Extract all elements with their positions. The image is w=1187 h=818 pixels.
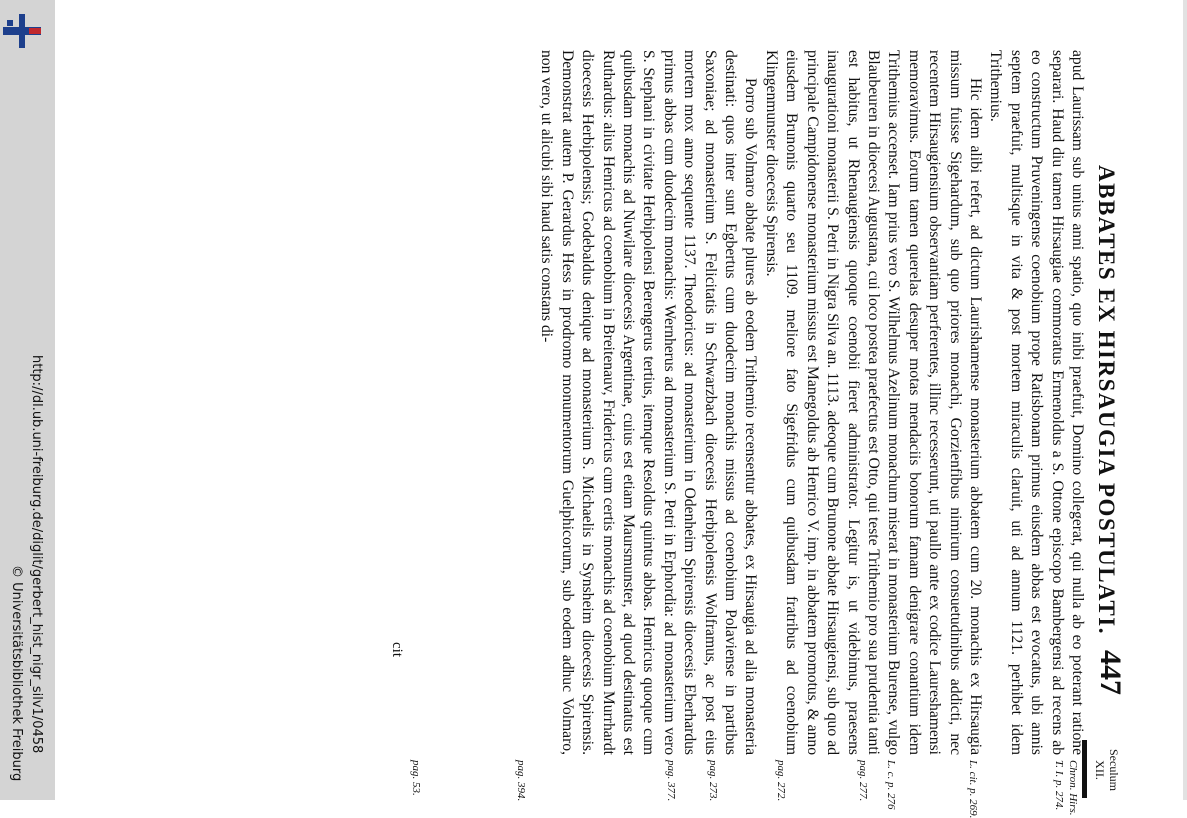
document-url[interactable]: http://dl.ub.uni-freiburg.de/diglit/gerbert_hist_nigr_silv1/0458 <box>29 355 44 754</box>
paragraph-2: Hic idem alibi refert, ad dictum Laurishamense monasterium abbatem cum 20. monachis ex Hirsaugia missum fuisse Sigehardum, sub quo priores monachi, Gorzienfibus nimirum consuetudinibus addicti, nec recentem Hirsaugiensium observantiam perferentes, illinc recesserunt, uti paullo ante ex codice Laureshamensi memoravimus. Eorum tamen querelas desuper motas mendaciis bonorum famam denigrare conantium idem Trithemius accenset. Iam prius vero S. Wilhelmus Azelinum monachum miserat in monasterium Burense, vulgo Blaubeuren in dioecesi Augustana, cui loco postea praefectus est Otto, qui teste Trithemio pro sua prudentia tanti est habitus, ut Rhenaugiensis quoque coenobii fieret administrator. Legitur is, ut videbimus, praesens inaugurationi monasterii S. Petri in Nigra Silva an. 1113. adeoque cum Brunone abbate Hirsaugiensi, sub quo ad principale Campidonense monasterium missus est Manegoldus ab Henrico V. imp. in abbatem promotus, & anno eiusdem Brunonis quarto seu 1109. meliore fato Sigefridus cum quibusdam fratribus ad coenobium Klingenmunster dioecesis Spirensis. <box>762 50 984 755</box>
century-label: Seculum <box>1107 749 1121 791</box>
margin-note: Chron. Hirs. <box>1067 760 1079 816</box>
margin-note: pag. 277. <box>857 760 869 802</box>
margin-note: T. I. p. 274. <box>1053 760 1065 811</box>
margin-note: pag. 394. <box>515 760 527 802</box>
margin-note: pag. 272. <box>775 760 787 802</box>
margin-note: pag. 53. <box>410 760 422 796</box>
copyright-notice: © Universitätsbibliothek Freiburg <box>9 565 24 782</box>
body-text <box>536 50 1087 755</box>
scanned-page <box>127 0 1187 818</box>
running-head: ABBATES EX HIRSAUGIA POSTULATI. <box>1094 165 1119 635</box>
library-logo-icon <box>3 14 49 48</box>
viewer-sidebar <box>0 0 55 800</box>
margin-note: L. c. p. 276 <box>885 760 897 810</box>
paragraph-1: apud Laurissam sub unius anni spatio, quo inibi praefuit, Domino collegerat, qui nulla ab eo poterant ratione separari. Haud diu tamen Hirsaugiae commoratus Ermenoldus a S. Ottone episcopo Bambergensi ad recens ab eo constructum Pruveningense coenobium prope Ratisbonam primus eiusdem abbas est evocatus, ubi annis septem praefuit, multisque in vita & post mortem miraculis claruit, uti ad annum 1121. perhibet idem Trithemius. <box>987 50 1086 755</box>
margin-note: pag. 273. <box>707 760 719 802</box>
century-marker <box>1082 740 1121 800</box>
margin-note: pag. 377. <box>665 760 677 802</box>
page-number: 447 <box>1094 650 1127 695</box>
margin-note: L. cit. p. 269. <box>967 760 979 818</box>
century-number: XII. <box>1093 760 1107 780</box>
paragraph-3: Porro sub Volmaro abbate plures ab eodem Trithemio recensentur abbates, ex Hirsaugia ad alia monasteria destinati: quos inter sunt Egbertus cum duodecim monachis missus ad coenobium Polaviense in partibus Saxoniae; ad monasterium S. Felicitatis in Schwarzbach dioecesis Herbipolensis Wolframus, ac post eius mortem mox anno sequente 1137. Theodoricus: ad monasterium in Odenheim Spirensis dioecesis Eberhardus primus abbas cum duodecim monachis: Wernherus ad monasterium S. Petri in Erphordia: ad monasterium vero S. Stephani in civitate Herbipolensi Berengerus tertius, itemque Resoldus quintus abbas. Henricus quoque cum quibusdam monachis ad Nuwilare dioecesis Argentinae, cuius est etiam Maursmunster, ad quod destinatus est Ruthardus: alius Henricus ad coenobium in Breitenauv, Fridericus cum certis monachis ad coenobium Murrhardt dioecesis Herbipolensis; Godebaldus denique ad monasterium S. Michaelis in Synsheim dioecesis Spirensis. Demonstrat autem P. Gerardus Hess in prodromo monumentorum Guelphicorum, sub eodem adhuc Volmaro, non vero, ut alicubi sibi haud satis constans di- <box>538 50 760 755</box>
catchword: cit <box>389 642 405 657</box>
